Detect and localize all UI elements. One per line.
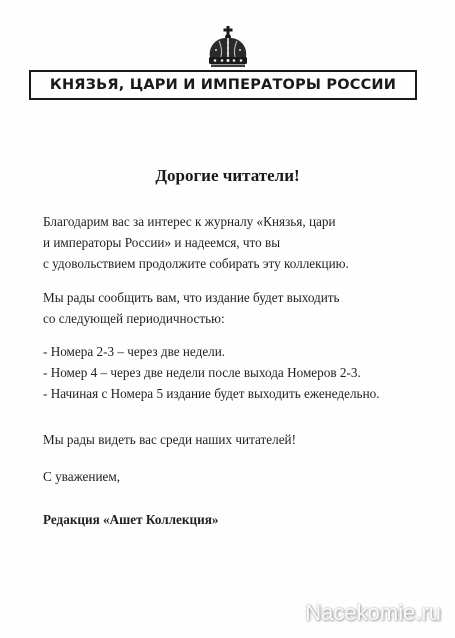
intro-paragraph <box>43 211 349 274</box>
schedule-item: - Номера 2-3 – через две недели. <box>43 344 226 359</box>
masthead-banner <box>29 70 417 100</box>
intro-line: и императоры России» и надеемся, что вы <box>43 235 281 250</box>
magazine-title: КНЯЗЬЯ, ЦАРИ И ИМПЕРАТОРЫ РОССИИ <box>49 77 397 93</box>
regards-line: С уважением, <box>43 469 120 484</box>
schedule-item: - Начиная с Номера 5 издание будет выходить еженедельно. <box>43 386 380 401</box>
schedule-intro-line: Мы рады сообщить вам, что издание будет выходить <box>43 290 340 305</box>
schedule-intro-line: со следующей периодичностью: <box>43 311 225 326</box>
letter-greeting: Дорогие читатели! <box>155 166 300 185</box>
schedule-intro-paragraph <box>43 287 340 329</box>
schedule-item: - Номер 4 – через две недели после выхода Номеров 2-3. <box>43 365 361 380</box>
crown-icon <box>204 25 252 69</box>
intro-line: Благодарим вас за интерес к журналу «Князья, цари <box>43 214 336 229</box>
editorial-signature: Редакция «Ашет Коллекция» <box>43 512 219 527</box>
site-watermark: Nacekomie.ru <box>305 600 441 625</box>
schedule-list <box>43 341 380 404</box>
intro-line: с удовольствием продолжите собирать эту коллекцию. <box>43 256 349 271</box>
closing-line: Мы рады видеть вас среди наших читателей! <box>43 432 297 447</box>
